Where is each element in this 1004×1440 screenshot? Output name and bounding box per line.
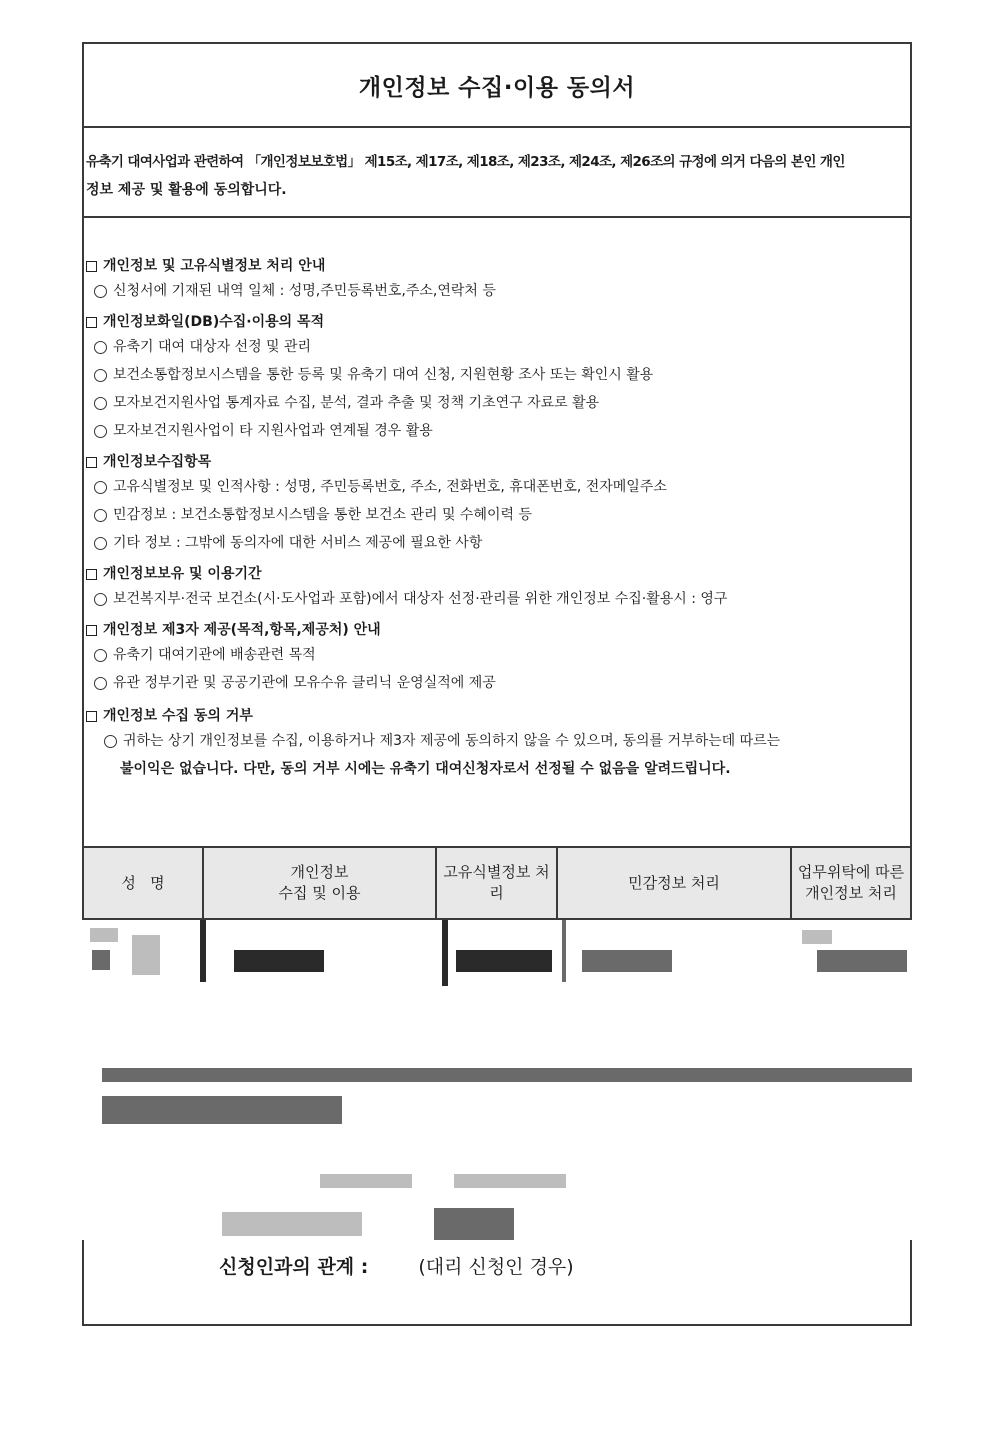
redacted-block: [456, 950, 552, 972]
checkbox-square-icon: [86, 261, 97, 272]
checkbox-square-icon: [86, 569, 97, 580]
relation-label: 신청인과의 관계 :: [219, 1256, 369, 1278]
redacted-block: [434, 1208, 514, 1240]
circle-bullet-icon: [94, 285, 107, 298]
th-name: 성 명: [84, 848, 204, 918]
intro-line-1: 유축기 대여사업과 관련하여 「개인정보보호법」 제15조, 제17조, 제18조, 제23조, 제24조, 제26조의 규정에 의거 다음의 본인 개인: [86, 154, 845, 170]
intro-paragraph: [84, 128, 910, 218]
section-heading: 개인정보 및 고유식별정보 처리 안내: [86, 255, 908, 277]
redacted-block: [442, 920, 448, 986]
refusal-line-2: 불이익은 없습니다. 다만, 동의 거부 시에는 유축기 대여신청자로서 선정될 수 없음을 알려드립니다.: [120, 761, 731, 777]
refusal-line-1: 귀하는 상기 개인정보를 수집, 이용하거나 제3자 제공에 동의하지 않을 수 있으며, 동의를 거부하는데 따르는: [86, 727, 908, 755]
checkbox-square-icon: [86, 457, 97, 468]
list-item: 민감정보 : 보건소통합정보시스템을 통한 보건소 관리 및 수혜이력 등: [86, 501, 908, 529]
circle-bullet-icon: [94, 425, 107, 438]
list-item: 고유식별정보 및 인적사항 : 성명, 주민등록번호, 주소, 전화번호, 휴대폰번호, 전자메일주소: [86, 473, 908, 501]
circle-bullet-icon: [94, 649, 107, 662]
section-heading: 개인정보화일(DB)수집·이용의 목적: [86, 311, 908, 333]
consent-form: [82, 42, 912, 1326]
title-box: [84, 44, 910, 128]
redacted-block: [802, 930, 832, 944]
th-outsource: 업무위탁에 따른 개인정보 처리: [797, 863, 905, 902]
list-item: 유축기 대여 대상자 선정 및 관리: [86, 333, 908, 361]
redacted-block: [132, 935, 160, 975]
redacted-block: [200, 920, 206, 982]
redacted-block: [90, 928, 118, 942]
relation-row: [219, 1252, 574, 1279]
redacted-block: [102, 1068, 912, 1082]
list-item: 보건복지부·전국 보건소(시·도사업과 포함)에서 대상자 선정·관리를 위한 개인정보 수집·활용시 : 영구: [86, 585, 908, 613]
circle-bullet-icon: [94, 593, 107, 606]
list-item: 모자보건지원사업이 타 지원사업과 연계될 경우 활용: [86, 417, 908, 445]
section-heading: 개인정보 제3자 제공(목적,항목,제공처) 안내: [86, 619, 908, 641]
section-heading: 개인정보 수집 동의 거부: [86, 705, 908, 727]
redacted-block: [92, 950, 110, 970]
refusal-section: [86, 705, 908, 783]
redacted-block: [234, 950, 324, 972]
redacted-block: [454, 1174, 566, 1188]
redacted-block: [222, 1212, 362, 1236]
circle-bullet-icon: [104, 735, 117, 748]
checkbox-square-icon: [86, 317, 97, 328]
list-item: 보건소통합정보시스템을 통한 등록 및 유축기 대여 신청, 지원현황 조사 또는 확인시 활용: [86, 361, 908, 389]
circle-bullet-icon: [94, 509, 107, 522]
redacted-block: [817, 950, 907, 972]
intro-line-2: 정보 제공 및 활용에 동의합니다.: [86, 182, 287, 198]
list-item: 유축기 대여기관에 배송관련 목적: [86, 641, 908, 669]
th-collect: 개인정보 수집 및 이용: [204, 848, 437, 918]
consent-table-header: [84, 846, 910, 920]
sections: [86, 249, 908, 783]
circle-bullet-icon: [94, 677, 107, 690]
section-heading: 개인정보수집항목: [86, 451, 908, 473]
th-sensitive: 민감정보 처리: [558, 848, 792, 918]
relation-note: (대리 신청인 경우): [418, 1256, 574, 1278]
circle-bullet-icon: [94, 369, 107, 382]
circle-bullet-icon: [94, 481, 107, 494]
redacted-block: [102, 1096, 342, 1124]
th-unique-id: 고유식별정보 처 리: [437, 848, 558, 918]
section-heading: 개인정보보유 및 이용기간: [86, 563, 908, 585]
list-item: 유관 정부기관 및 공공기관에 모유수유 클리닉 운영실적에 제공: [86, 669, 908, 697]
list-item: 신청서에 기재된 내역 일체 : 성명,주민등록번호,주소,연락처 등: [86, 277, 908, 305]
circle-bullet-icon: [94, 537, 107, 550]
list-item: 모자보건지원사업 통계자료 수집, 분석, 결과 추출 및 정책 기초연구 자료로 활용: [86, 389, 908, 417]
checkbox-square-icon: [86, 711, 97, 722]
redacted-area: [82, 920, 912, 1240]
redacted-block: [582, 950, 672, 972]
redacted-block: [562, 920, 566, 982]
circle-bullet-icon: [94, 397, 107, 410]
circle-bullet-icon: [94, 341, 107, 354]
form-title: 개인정보 수집·이용 동의서: [358, 74, 636, 101]
redacted-block: [320, 1174, 412, 1188]
checkbox-square-icon: [86, 625, 97, 636]
list-item: 기타 정보 : 그밖에 동의자에 대한 서비스 제공에 필요한 사항: [86, 529, 908, 557]
